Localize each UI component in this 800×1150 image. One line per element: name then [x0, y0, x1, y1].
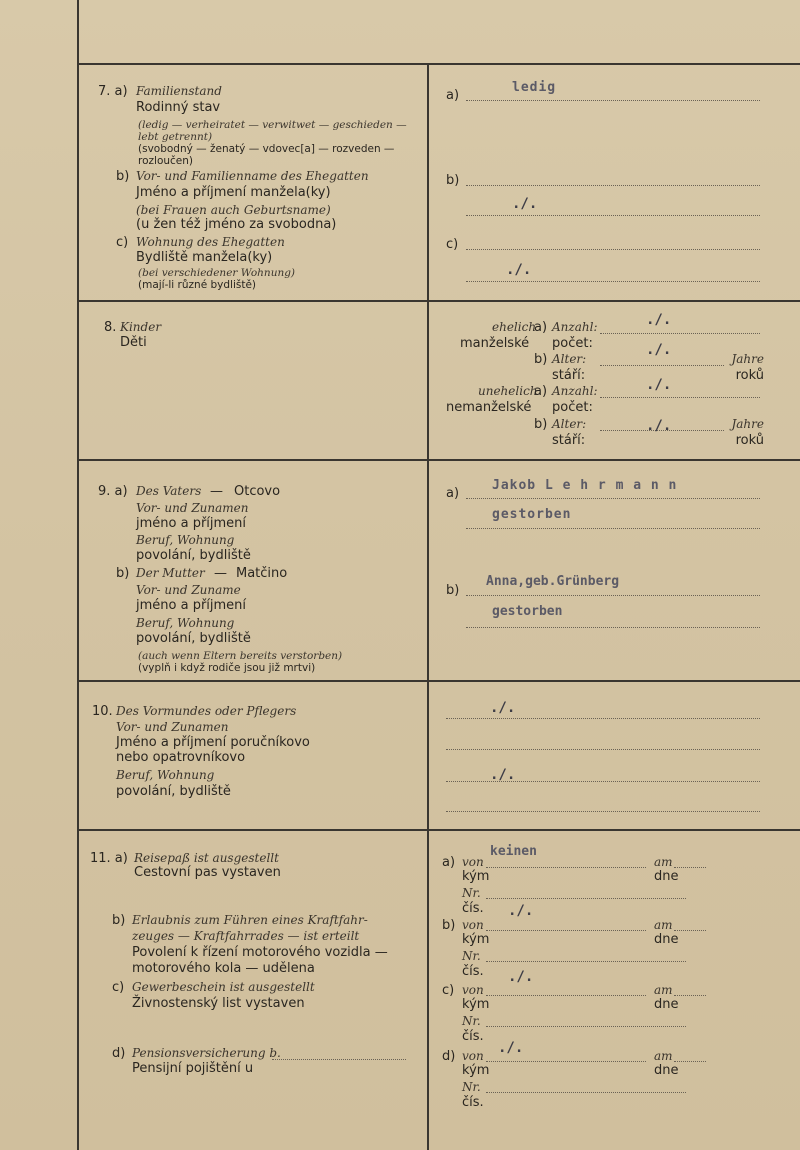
s7-right-b: b)	[446, 173, 460, 188]
s9-line-a2	[466, 528, 760, 529]
s11-rb-dne: dne	[654, 932, 679, 947]
s7-right-a: a)	[446, 88, 460, 103]
s8-unehelich-cz: nemanželské	[446, 400, 532, 415]
s9b-line2-de: Beruf, Wohnung	[136, 616, 235, 630]
s9-value-b1: Anna,geb.Grünberg	[486, 574, 620, 589]
s11-ra-nr: Nr.	[462, 886, 481, 900]
s10-label-de-2: Vor- und Zunamen	[116, 720, 229, 734]
s7-value-c: ./.	[506, 262, 532, 278]
row-divider-11	[77, 829, 800, 831]
s8-ehelich-cz: manželské	[460, 336, 530, 351]
s9-line-a1	[466, 498, 760, 499]
s10-label-cz-1: Jméno a příjmení poručníkovo	[116, 735, 310, 750]
s11c-label-cz: Živnostenský list vystaven	[132, 996, 305, 1011]
s11-rc-line3	[486, 1026, 686, 1027]
s8-alter-de-2: Alter:	[552, 417, 587, 431]
s11-rb-kym: kým	[462, 932, 490, 947]
s7-line-c2	[466, 281, 760, 282]
s9a-label-cz: Otcovo	[234, 484, 281, 499]
s11d-label-de: Pensionsversicherung b.	[132, 1046, 281, 1060]
s8-value-ehel-a: ./.	[646, 312, 672, 328]
s9b-label-de: Der Mutter	[136, 566, 205, 580]
s9-line-b2	[466, 627, 760, 628]
s7a-options-cz-2: rozloučen)	[138, 155, 194, 167]
s8-roku-cz-1: roků	[735, 368, 764, 383]
s8-jahre-de-2: Jahre	[731, 417, 764, 431]
s11-rc-cis: čís.	[462, 1029, 484, 1044]
s9-value-a2: gestorben	[492, 507, 572, 522]
s8-ehelich-de: ehelich	[492, 320, 537, 334]
row-divider-8	[77, 300, 800, 302]
s11-rd-von: von	[462, 1049, 484, 1063]
s7-value-a: ledig	[512, 80, 557, 95]
s7-right-c: c)	[446, 237, 459, 252]
s9a-line2-cz: povolání, bydliště	[136, 548, 251, 563]
s11a-label-cz: Cestovní pas vystaven	[134, 865, 281, 880]
s9b-line1-de: Vor- und Zuname	[136, 583, 241, 597]
s7-number: 7. a)	[98, 84, 128, 99]
s9a-dash: —	[210, 484, 223, 499]
s8-roku-cz-2: roků	[735, 433, 764, 448]
s9-number: 9. a)	[98, 484, 128, 499]
s11-ra-letter: a)	[442, 855, 456, 870]
s11-rc-am: am	[654, 983, 673, 997]
s8-label-cz: Děti	[120, 335, 147, 350]
s7b-note-de: (bei Frauen auch Geburtsname)	[136, 203, 331, 217]
s7a-options-de-2: lebt getrennt)	[138, 131, 213, 143]
s11-rb-am: am	[654, 918, 673, 932]
s8-anzahl-de-1: Anzahl:	[552, 320, 598, 334]
s11-value-b: ./.	[508, 903, 534, 919]
s11-rd-cis: čís.	[462, 1095, 484, 1110]
s11-rb-cis: čís.	[462, 964, 484, 979]
s11-ra-am: am	[654, 855, 673, 869]
s8-b1: b)	[534, 352, 548, 367]
s8-value-unehel-b: ./.	[646, 418, 672, 434]
s11-rc-kym: kým	[462, 997, 490, 1012]
s7b-letter: b)	[116, 169, 130, 184]
s11-rc-line1	[486, 995, 646, 996]
s11-number: 11. a)	[90, 851, 128, 866]
s8-unehelich-de: unehelich	[478, 384, 538, 398]
s7-line-c1	[466, 249, 760, 250]
s11-rd-line3	[486, 1092, 686, 1093]
s11-rd-dne: dne	[654, 1063, 679, 1078]
s11-ra-line3	[486, 898, 686, 899]
s11d-letter: d)	[112, 1046, 126, 1061]
s11-rb-nr: Nr.	[462, 949, 481, 963]
s11-rb-letter: b)	[442, 918, 456, 933]
s7a-label-de: Familienstand	[136, 84, 222, 98]
s9a-line1-cz: jméno a příjmení	[136, 516, 247, 531]
s11-rd-am: am	[654, 1049, 673, 1063]
s11-ra-dne: dne	[654, 869, 679, 884]
s7b-note-cz: (u žen též jméno za svobodna)	[136, 217, 337, 232]
s11-value-c: ./.	[508, 969, 534, 985]
s7c-note-de: (bei verschiedener Wohnung)	[138, 267, 296, 279]
s11-ra-line1	[486, 867, 646, 868]
s11-value-a: keinen	[490, 844, 537, 859]
row-divider-top	[77, 63, 800, 65]
s11-rb-von: von	[462, 918, 484, 932]
s9-right-a: a)	[446, 486, 460, 501]
s10-line-2	[446, 749, 760, 750]
s11-rd-nr: Nr.	[462, 1080, 481, 1094]
s9b-line2-cz: povolání, bydliště	[136, 631, 251, 646]
s8-a2: a)	[534, 384, 548, 399]
s8-pocet-cz-2: počet:	[552, 400, 593, 415]
s10-line-4	[446, 811, 760, 812]
s9a-line2-de: Beruf, Wohnung	[136, 533, 235, 547]
s11b-label-de-1: Erlaubnis zum Führen eines Kraftfahr-	[132, 913, 368, 927]
s7a-options-de-1: (ledig — verheiratet — verwitwet — geschieden —	[138, 119, 407, 131]
s7a-label-cz: Rodinný stav	[136, 100, 221, 115]
s7a-options-cz-1: (svobodný — ženatý — vdovec[a] — rozveden —	[138, 143, 395, 155]
left-margin-line	[77, 0, 79, 1150]
s11b-label-de-2: zeuges — Kraftfahrrades — ist erteilt	[132, 929, 360, 943]
s9a-line1-de: Vor- und Zunamen	[136, 501, 249, 515]
s7c-label-cz: Bydliště manžela(ky)	[136, 250, 273, 265]
s11c-letter: c)	[112, 980, 125, 995]
s11-rd-kym: kým	[462, 1063, 490, 1078]
s7-value-b: ./.	[512, 196, 538, 212]
s11-ra-line2	[674, 867, 706, 868]
s11d-label-cz: Pensijní pojištění u	[132, 1061, 254, 1076]
s7-line-b1	[466, 185, 760, 186]
s11-rc-nr: Nr.	[462, 1014, 481, 1028]
s10-label-de-3: Beruf, Wohnung	[116, 768, 215, 782]
s8-stari-cz-2: stáří:	[552, 433, 586, 448]
s9-note-de: (auch wenn Eltern bereits verstorben)	[138, 650, 343, 662]
s11-ra-von: von	[462, 855, 484, 869]
s7-line-b2	[466, 215, 760, 216]
s11-rc-letter: c)	[442, 983, 455, 998]
s10-number: 10.	[92, 704, 113, 719]
s7-line-a	[466, 100, 760, 101]
s8-b2: b)	[534, 417, 548, 432]
s8-alter-de-1: Alter:	[552, 352, 587, 366]
s9-value-a1: Jakob L e h r m a n n	[492, 478, 678, 493]
s10-value-2: ./.	[490, 767, 516, 783]
s9-note-cz: (vyplň i když rodiče jsou již mrtvi)	[138, 662, 316, 674]
s8-number: 8.	[104, 320, 117, 335]
s11b-label-cz-1: Povolení k řízení motorového vozidla —	[132, 945, 388, 960]
s11-ra-kym: kým	[462, 869, 490, 884]
s11-rd-line1	[486, 1061, 646, 1062]
s10-label-de-1: Des Vormundes oder Pflegers	[116, 704, 297, 718]
s11b-letter: b)	[112, 913, 126, 928]
s11-rb-line2	[674, 930, 706, 931]
s7b-label-de: Vor- und Familienname des Ehegatten	[136, 169, 369, 183]
s10-line-1	[446, 718, 760, 719]
s8-pocet-cz-1: počet:	[552, 336, 593, 351]
s11-ra-cis: čís.	[462, 901, 484, 916]
s7c-label-de: Wohnung des Ehegatten	[136, 235, 285, 249]
s11a-label-de: Reisepaß ist ausgestellt	[134, 851, 279, 865]
s11-value-d: ./.	[498, 1040, 524, 1056]
s7c-letter: c)	[116, 235, 129, 250]
s9b-dash: —	[214, 566, 227, 581]
s8-anzahl-de-2: Anzahl:	[552, 384, 598, 398]
s11-rd-letter: d)	[442, 1049, 456, 1064]
s8-jahre-de-1: Jahre	[731, 352, 764, 366]
s11-rc-von: von	[462, 983, 484, 997]
column-divider	[427, 63, 429, 1150]
s9b-letter: b)	[116, 566, 130, 581]
s8-line-1	[600, 333, 760, 334]
s11-rb-line3	[486, 961, 686, 962]
s8-stari-cz-1: stáří:	[552, 368, 586, 383]
s9b-label-cz: Matčino	[236, 566, 288, 581]
s8-a1: a)	[534, 320, 548, 335]
s9a-label-de: Des Vaters	[136, 484, 202, 498]
s11-rc-dne: dne	[654, 997, 679, 1012]
s11d-line	[272, 1059, 406, 1060]
s11-rd-line2	[674, 1061, 706, 1062]
s8-value-unehel-a: ./.	[646, 377, 672, 393]
s8-value-ehel-b: ./.	[646, 342, 672, 358]
s11-rc-line2	[674, 995, 706, 996]
row-divider-10	[77, 680, 800, 682]
s11b-label-cz-2: motorového kola — udělena	[132, 961, 315, 976]
row-divider-9	[77, 459, 800, 461]
s7c-note-cz: (mají-li různé bydliště)	[138, 279, 257, 291]
s9-line-b1	[466, 595, 760, 596]
s11-rb-line1	[486, 930, 646, 931]
s10-label-cz-3: povolání, bydliště	[116, 784, 231, 799]
s7b-label-cz: Jméno a příjmení manžela(ky)	[136, 185, 331, 200]
s10-value-1: ./.	[490, 700, 516, 716]
s10-label-cz-2: nebo opatrovníkovo	[116, 750, 246, 765]
s9-right-b: b)	[446, 583, 460, 598]
s8-line-3	[600, 397, 760, 398]
s9b-line1-cz: jméno a příjmení	[136, 598, 247, 613]
s9-value-b2: gestorben	[492, 604, 563, 619]
s8-line-2	[600, 365, 724, 366]
s11c-label-de: Gewerbeschein ist ausgestellt	[132, 980, 315, 994]
s8-label-de: Kinder	[120, 320, 162, 334]
